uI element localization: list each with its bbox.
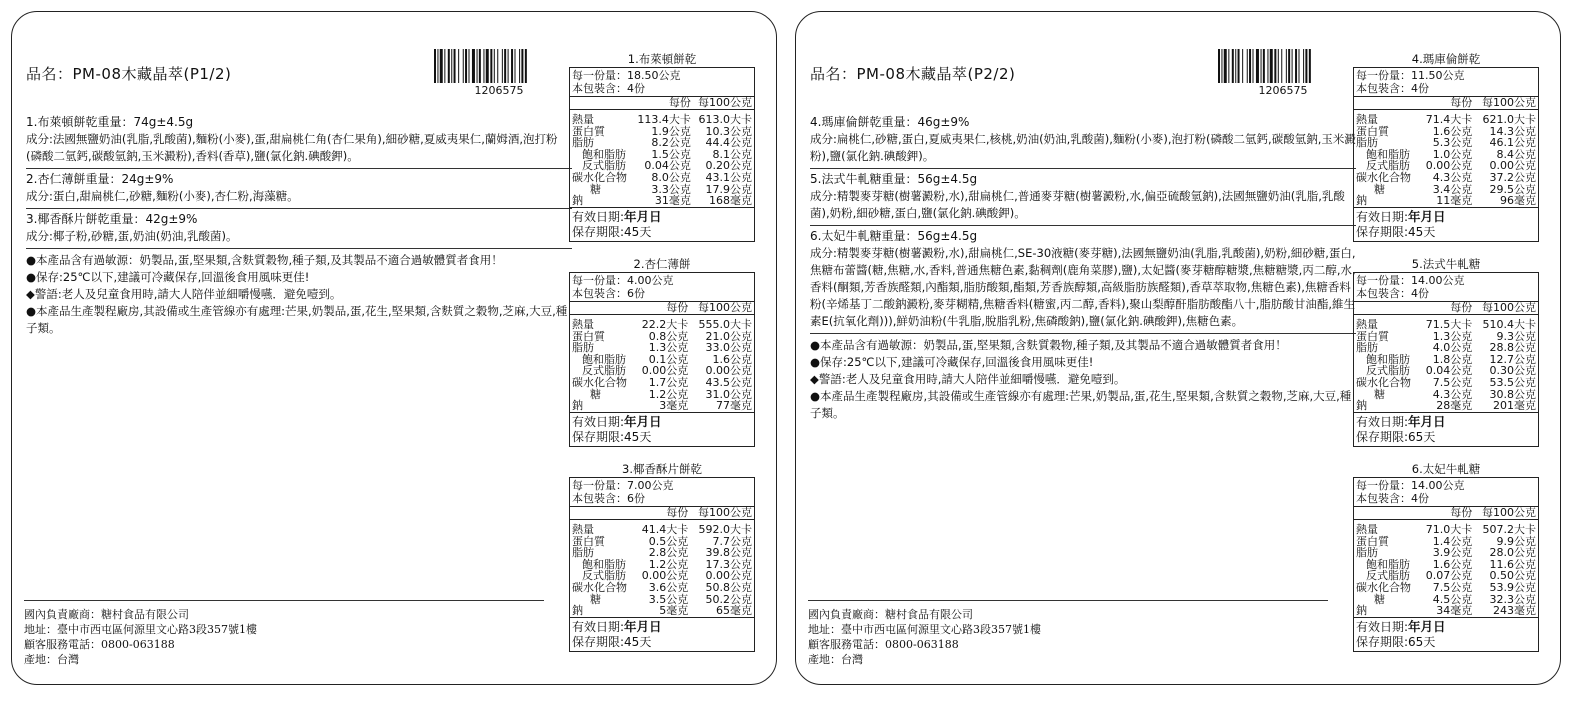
nutrition-panel-4: [1353, 52, 1539, 242]
product-section-1: [26, 112, 572, 169]
per-serving-value: 0.04公克: [644, 159, 691, 173]
sodium-row: [1354, 195, 1538, 207]
per-serving-value: 11毫克: [1436, 194, 1473, 208]
nutrient-name: 碳水化合物: [572, 376, 627, 390]
nutrition-table: [1354, 507, 1538, 617]
sodium-row: [570, 400, 754, 412]
serving-size: 每一份量：4.00公克: [572, 274, 674, 287]
per-100g-value: 0.50公克: [1489, 569, 1536, 583]
per-serving-value: 71.4大卡: [1425, 113, 1473, 127]
carbohydrate-row: [1354, 172, 1538, 184]
expiry-date: 年月日: [624, 618, 662, 634]
nutrient-name: 脂肪: [572, 136, 594, 150]
serving-info: [1354, 478, 1538, 507]
per-100g-value: 43.1公克: [705, 171, 752, 185]
carbohydrate-row: [570, 377, 754, 389]
nutrient-name: 碳水化合物: [1356, 376, 1411, 390]
nutrient-name: 蛋白質: [1356, 124, 1389, 138]
nutrient-name: 脂肪: [572, 341, 594, 355]
per-serving-value: 41.4大卡: [641, 523, 689, 537]
customer-service-phone: 顧客服務電話：0800-063188: [24, 638, 175, 651]
per-100g-value: 0.20公克: [705, 159, 752, 173]
serving-size: 每一份量：14.00公克: [1356, 479, 1465, 492]
nutrient-name: 飽和脂肪: [1366, 557, 1410, 571]
allergen-note: ●本產品含有過敏源：奶製品,蛋,堅果類,含麩質穀物,種子類,及其製品不適合過敏體質者食用！: [26, 253, 503, 267]
customer-service-phone: 顧客服務電話：0800-063188: [808, 638, 959, 651]
origin: 產地：台灣: [808, 653, 863, 666]
sodium-row: [1354, 400, 1538, 412]
nutrient-name: 蛋白質: [1356, 329, 1389, 343]
product-section-4: [810, 112, 1356, 169]
sodium-row: [570, 605, 754, 617]
barcode-bars: [1218, 49, 1348, 83]
per-serving-value: 22.2大卡: [641, 318, 689, 332]
energy-row: [1354, 524, 1538, 536]
barcode-bars: [434, 49, 564, 83]
nutrition-facts-box: [569, 477, 755, 652]
manufacturer-address: 地址：臺中市西屯區何源里文心路3段357號1樓: [24, 623, 257, 636]
section-ingredients: 成分:椰子粉,砂糖,蛋,奶油(奶油,乳酸菌)。: [26, 229, 238, 243]
per-100g-value: 507.2大卡: [1482, 523, 1536, 537]
per-100g-value: 0.00公克: [1489, 159, 1536, 173]
per-serving-value: 3.4公克: [1432, 182, 1473, 196]
expiry-date: 年月日: [624, 413, 662, 429]
per-100g-value: 10.3公克: [705, 124, 752, 138]
barcode-number: 1206575: [1258, 84, 1308, 97]
product-name: 品名：PM-08木藏晶萃(P2/2): [810, 65, 1016, 83]
section-title: 2.杏仁薄餅重量：24g±9%: [26, 172, 174, 186]
serving-size: 每一份量：18.50公克: [572, 69, 681, 82]
table-header: [1354, 507, 1538, 519]
nutrition-table: [570, 507, 754, 617]
col-per-100g: 每100公克: [693, 97, 754, 109]
nutrient-name: 碳水化合物: [1356, 171, 1411, 185]
nutrient-name: 脂肪: [1356, 546, 1378, 560]
per-100g-value: 21.0公克: [705, 329, 752, 343]
nutrient-name: 脂肪: [1356, 341, 1378, 355]
expiry-label: 有效日期:: [572, 209, 625, 224]
energy-row: [1354, 114, 1538, 126]
section-title: 5.法式牛軋糖重量：56g±4.5g: [810, 172, 978, 186]
facility-note: ●本產品生產製程廠房,其設備或生產管線亦有處理:芒果,奶製品,蛋,花生,堅果類,含麩質之穀物,芝麻,大豆,種子類。: [26, 304, 568, 335]
nutrient-name: 鈉: [572, 399, 583, 413]
per-serving-value: 5.3公克: [1432, 136, 1473, 150]
energy-row: [570, 114, 754, 126]
per-serving-value: 3.6公克: [648, 581, 689, 595]
per-serving-value: 1.9公克: [651, 124, 691, 138]
per-serving-value: 8.2公克: [651, 136, 691, 150]
per-100g-value: 96毫克: [1500, 194, 1536, 208]
serving-info: [570, 478, 754, 507]
per-serving-value: 4.3公克: [1432, 387, 1473, 401]
warning-note: ◆警語:老人及兒童食用時,請大人陪伴並細嚼慢嚥．避免噎到。: [810, 372, 1126, 386]
expiry-date: 年月日: [1408, 208, 1446, 224]
shelf-life: 保存期限:45天: [1356, 224, 1436, 239]
barcode: [434, 49, 564, 97]
nutrition-table: [1354, 302, 1538, 412]
nutrition-panel-3: [569, 462, 755, 652]
servings-per-pack: 本包裝含：6份: [572, 287, 645, 300]
barcode-number: 1206575: [474, 84, 524, 97]
section-title: 3.椰香酥片餅乾重量：42g±9%: [26, 212, 198, 226]
per-serving-value: 71.5大卡: [1425, 318, 1473, 332]
nutrition-facts-box: [1353, 477, 1539, 652]
manufacturer-name: 國內負責廠商：糖村食品有限公司: [24, 608, 189, 621]
col-per-100g: 每100公克: [1474, 302, 1538, 314]
nutrient-name: 糖: [1374, 592, 1385, 606]
col-per-serving: 每份: [632, 97, 693, 109]
nutrient-name: 熱量: [572, 318, 594, 332]
serving-info: [570, 68, 754, 97]
servings-per-pack: 本包裝含：4份: [1356, 82, 1429, 95]
per-serving-value: 1.7公克: [648, 376, 689, 390]
nutrition-panel-6: [1353, 462, 1539, 652]
servings-per-pack: 本包裝含：4份: [572, 82, 645, 95]
serving-size: 每一份量：14.00公克: [1356, 274, 1465, 287]
per-100g-value: 0.30公克: [1489, 364, 1536, 378]
section-ingredients: 成分:蛋白,甜扁桃仁,砂糖,麵粉(小麥),杏仁粉,海藻糖。: [26, 189, 299, 203]
per-100g-value: 17.3公克: [705, 557, 752, 571]
per-100g-value: 510.4大卡: [1482, 318, 1536, 332]
per-100g-value: 29.5公克: [1489, 182, 1536, 196]
serving-size: 每一份量：7.00公克: [572, 479, 674, 492]
per-serving-value: 0.00公克: [641, 569, 689, 583]
expiry-label: 有效日期:: [1356, 414, 1409, 429]
servings-per-pack: 本包裝含：4份: [1356, 287, 1429, 300]
per-100g-value: 65毫克: [716, 604, 752, 618]
per-serving-value: 3.9公克: [1432, 546, 1473, 560]
col-per-serving: 每份: [635, 302, 690, 314]
per-100g-value: 31.0公克: [705, 387, 752, 401]
energy-row: [570, 319, 754, 331]
per-100g-value: 12.7公克: [1489, 352, 1536, 366]
per-serving-value: 34毫克: [1436, 604, 1473, 618]
per-serving-value: 71.0大卡: [1425, 523, 1473, 537]
nutrition-panel-5: [1353, 257, 1539, 447]
food-label-p2: [795, 11, 1561, 685]
expiry-info: [570, 617, 754, 651]
nutrient-name: 糖: [590, 592, 601, 606]
expiry-date: 年月日: [1408, 413, 1446, 429]
nutrient-name: 鈉: [572, 604, 583, 618]
expiry-label: 有效日期:: [1356, 619, 1409, 634]
expiry-date: 年月日: [624, 208, 662, 224]
col-per-serving: 每份: [1419, 507, 1474, 519]
serving-size: 每一份量：11.50公克: [1356, 69, 1465, 82]
nutrient-name: 飽和脂肪: [1366, 147, 1410, 161]
carbohydrate-row: [1354, 582, 1538, 594]
per-100g-value: 201毫克: [1493, 399, 1536, 413]
per-serving-value: 1.6公克: [1432, 557, 1473, 571]
per-serving-value: 5毫克: [659, 604, 689, 618]
nutrient-name: 鈉: [1356, 604, 1367, 618]
nutrient-name: 反式脂肪: [582, 364, 626, 378]
panel-title: 4.瑪庫倫餅乾: [1411, 52, 1481, 66]
product-section-6: [810, 226, 1356, 334]
per-100g-value: 7.7公克: [712, 534, 752, 548]
per-serving-value: 31毫克: [654, 194, 691, 208]
section-ingredients: 成分:扁桃仁,砂糖,蛋白,夏威夷果仁,核桃,奶油(奶油,乳酸菌),麵粉(小麥),泡打粉(磷酸二氫鈣,碳酸氫鈉,玉米澱粉),鹽(氯化鈉.碘酸鉀)。: [810, 132, 1356, 163]
nutrient-name: 熱量: [572, 113, 594, 127]
per-serving-value: 4.0公克: [1432, 341, 1473, 355]
nutrient-name: 熱量: [1356, 523, 1378, 537]
nutrient-name: 糖: [1374, 387, 1385, 401]
nutrient-name: 蛋白質: [572, 329, 605, 343]
per-100g-value: 9.9公克: [1496, 534, 1536, 548]
expiry-label: 有效日期:: [572, 414, 625, 429]
nutrition-panel-2: [569, 257, 755, 447]
col-per-100g: 每100公克: [690, 302, 754, 314]
col-per-100g: 每100公克: [1474, 507, 1538, 519]
serving-info: [570, 273, 754, 302]
nutrient-name: 飽和脂肪: [582, 352, 626, 366]
servings-per-pack: 本包裝含：6份: [572, 492, 645, 505]
manufacturer-address: 地址：臺中市西屯區何源里文心路3段357號1樓: [808, 623, 1041, 636]
per-serving-value: 1.3公克: [1432, 329, 1473, 343]
per-serving-value: 1.2公克: [648, 387, 689, 401]
food-label-p1: [11, 11, 777, 685]
per-serving-value: 7.5公克: [1432, 581, 1473, 595]
expiry-info: [1354, 207, 1538, 241]
nutrient-name: 脂肪: [572, 546, 594, 560]
per-100g-value: 0.00公克: [705, 569, 752, 583]
storage-note: ●保存:25℃以下,建議可冷藏保存,回溫後食用風味更佳!: [26, 270, 310, 284]
product-section-3: [26, 209, 572, 249]
table-header: [1354, 97, 1538, 109]
nutrient-name: 飽和脂肪: [582, 147, 626, 161]
section-ingredients: 成分:精製麥芽糖(樹薯澱粉,水),甜扁桃仁,普通麥芽糖(樹薯澱粉,水,偏亞硫酸氫鈉),法國無鹽奶油(乳脂,乳酸菌),奶粉,細砂糖,蛋白,鹽(氯化鈉.碘酸鉀)。: [810, 189, 1345, 220]
label-info-column: [26, 12, 572, 337]
manufacturer-footer: [808, 600, 1328, 667]
per-serving-value: 1.6公克: [1432, 124, 1473, 138]
per-serving-value: 0.00公克: [641, 364, 689, 378]
section-title: 1.布萊頓餅乾重量：74g±4.5g: [26, 115, 194, 129]
per-100g-value: 50.8公克: [705, 581, 752, 595]
per-100g-value: 53.5公克: [1489, 376, 1536, 390]
panel-title: 3.椰香酥片餅乾: [622, 462, 702, 476]
per-serving-value: 113.4大卡: [637, 113, 691, 127]
nutrient-name: 糖: [590, 182, 601, 196]
per-100g-value: 77毫克: [716, 399, 752, 413]
per-serving-value: 0.5公克: [648, 534, 689, 548]
per-serving-value: 1.8公克: [1432, 352, 1473, 366]
per-serving-value: 4.3公克: [1432, 171, 1473, 185]
per-serving-value: 1.4公克: [1432, 534, 1473, 548]
label-info-column: [810, 12, 1356, 422]
servings-per-pack: 本包裝含：4份: [1356, 492, 1429, 505]
per-serving-value: 4.5公克: [1432, 592, 1473, 606]
per-100g-value: 168毫克: [709, 194, 752, 208]
expiry-info: [1354, 617, 1538, 651]
allergen-note: ●本產品含有過敏源：奶製品,蛋,堅果類,含麩質穀物,種子類,及其製品不適合過敏體質者食用！: [810, 338, 1287, 352]
carbohydrate-row: [1354, 377, 1538, 389]
per-100g-value: 28.8公克: [1489, 341, 1536, 355]
nutrition-table: [570, 97, 754, 207]
product-name: 品名：PM-08木藏晶萃(P1/2): [26, 65, 232, 83]
sodium-row: [570, 195, 754, 207]
nutrient-name: 蛋白質: [1356, 534, 1389, 548]
per-serving-value: 2.8公克: [648, 546, 689, 560]
per-serving-value: 0.07公克: [1425, 569, 1473, 583]
per-100g-value: 8.4公克: [1496, 147, 1536, 161]
nutrition-facts-box: [1353, 67, 1539, 242]
table-header: [570, 507, 754, 519]
nutrition-facts-box: [569, 67, 755, 242]
per-100g-value: 37.2公克: [1489, 171, 1536, 185]
per-serving-value: 1.2公克: [648, 557, 689, 571]
notes: [26, 252, 572, 337]
nutrient-name: 反式脂肪: [1366, 159, 1410, 173]
per-100g-value: 11.6公克: [1489, 557, 1536, 571]
carbohydrate-row: [570, 582, 754, 594]
shelf-life: 保存期限:65天: [1356, 429, 1436, 444]
per-serving-value: 1.0公克: [1432, 147, 1473, 161]
col-per-100g: 每100公克: [1474, 97, 1538, 109]
energy-row: [570, 524, 754, 536]
per-100g-value: 43.5公克: [705, 376, 752, 390]
nutrient-name: 反式脂肪: [1366, 364, 1410, 378]
nutrient-name: 糖: [1374, 182, 1385, 196]
product-section-5: [810, 169, 1356, 226]
per-serving-value: 1.5公克: [651, 147, 691, 161]
per-serving-value: 0.04公克: [1425, 364, 1473, 378]
section-ingredients: 成分:精製麥芽糖(樹薯澱粉,水),甜扁桃仁,SE-30液糖(麥芽糖),法國無鹽奶油(乳脂,乳酸菌),奶粉,細砂糖,蛋白,焦糖布蕾醬(糖,焦糖,水,香料,普通焦糖色素,黏稠劑(鹿角菜膠),鹽),太妃醬(麥芽糖醇糖漿,焦糖糖漿,丙二醇,水,香料(酮類,芳香族醛類,內酯類,脂肪酸類,酯類,芳香族醇類,高級脂肪族醛類),香草萃取物,焦糖色素),焦糖香料粉(辛烯基丁二酸鈉澱粉,麥芽糊精,焦糖香料(糖蜜,丙二醇,香料),聚山梨醇酐脂肪酸酯八十,脂肪酸甘油酯,維生素E(抗氧化劑))),鮮奶油粉(牛乳脂,脫脂乳粉,焦磷酸鈉),鹽(氯化鈉.碘酸鉀),焦糖色素。: [810, 246, 1356, 328]
per-serving-value: 3.5公克: [648, 592, 689, 606]
notes: [810, 337, 1356, 422]
nutrient-name: 鈉: [572, 194, 583, 208]
section-title: 4.瑪庫倫餅乾重量：46g±9%: [810, 115, 970, 129]
carbohydrate-row: [570, 172, 754, 184]
nutrient-name: 糖: [590, 387, 601, 401]
origin: 產地：台灣: [24, 653, 79, 666]
nutrition-facts-box: [1353, 272, 1539, 447]
per-100g-value: 1.6公克: [712, 352, 752, 366]
nutrient-name: 反式脂肪: [1366, 569, 1410, 583]
nutrient-name: 鈉: [1356, 194, 1367, 208]
panel-title: 5.法式牛軋糖: [1411, 257, 1481, 271]
nutrient-name: 蛋白質: [572, 534, 605, 548]
per-100g-value: 44.4公克: [705, 136, 752, 150]
nutrient-name: 碳水化合物: [1356, 581, 1411, 595]
manufacturer-footer: [24, 600, 544, 667]
per-100g-value: 53.9公克: [1489, 581, 1536, 595]
col-per-serving: 每份: [1419, 302, 1474, 314]
shelf-life: 保存期限:65天: [1356, 634, 1436, 649]
section-ingredients: 成分:法國無鹽奶油(乳脂,乳酸菌),麵粉(小麥),蛋,甜扁桃仁角(杏仁果角),細砂糖,夏威夷果仁,蘭姆酒,泡打粉(磷酸二氫鈣,碳酸氫鈉,玉米澱粉),香料(香草),鹽(氯化鈉.碘酸鉀)。: [26, 132, 558, 163]
expiry-label: 有效日期:: [572, 619, 625, 634]
serving-info: [1354, 273, 1538, 302]
serving-info: [1354, 68, 1538, 97]
col-per-serving: 每份: [1419, 97, 1474, 109]
per-100g-value: 39.8公克: [705, 546, 752, 560]
nutrient-name: 飽和脂肪: [1366, 352, 1410, 366]
sodium-row: [1354, 605, 1538, 617]
storage-note: ●保存:25℃以下,建議可冷藏保存,回溫後食用風味更佳!: [810, 355, 1094, 369]
product-section-2: [26, 169, 572, 209]
warning-note: ◆警語:老人及兒童食用時,請大人陪伴並細嚼慢嚥．避免噎到。: [26, 287, 342, 301]
per-serving-value: 7.5公克: [1432, 376, 1473, 390]
per-serving-value: 8.0公克: [651, 171, 691, 185]
per-100g-value: 33.0公克: [705, 341, 752, 355]
nutrient-name: 碳水化合物: [572, 581, 627, 595]
nutrient-name: 鈉: [1356, 399, 1367, 413]
table-header: [1354, 302, 1538, 314]
per-100g-value: 17.9公克: [705, 182, 752, 196]
nutrient-name: 熱量: [572, 523, 594, 537]
per-100g-value: 613.0大卡: [698, 113, 752, 127]
per-serving-value: 0.1公克: [648, 352, 689, 366]
per-serving-value: 0.00公克: [1425, 159, 1473, 173]
col-per-100g: 每100公克: [690, 507, 754, 519]
shelf-life: 保存期限:45天: [572, 224, 652, 239]
per-100g-value: 621.0大卡: [1482, 113, 1536, 127]
per-100g-value: 243毫克: [1493, 604, 1536, 618]
nutrient-name: 脂肪: [1356, 136, 1378, 150]
table-header: [570, 302, 754, 314]
facility-note: ●本產品生產製程廠房,其設備或生產管線亦有處理:芒果,奶製品,蛋,花生,堅果類,含麩質之穀物,芝麻,大豆,種子類。: [810, 389, 1352, 420]
per-100g-value: 46.1公克: [1489, 136, 1536, 150]
nutrient-name: 反式脂肪: [582, 159, 626, 173]
nutrient-name: 熱量: [1356, 113, 1378, 127]
col-per-serving: 每份: [635, 507, 690, 519]
per-100g-value: 0.00公克: [705, 364, 752, 378]
expiry-date: 年月日: [1408, 618, 1446, 634]
barcode: [1218, 49, 1348, 97]
per-serving-value: 0.8公克: [648, 329, 689, 343]
shelf-life: 保存期限:45天: [572, 634, 652, 649]
per-100g-value: 9.3公克: [1496, 329, 1536, 343]
per-100g-value: 32.3公克: [1489, 592, 1536, 606]
per-serving-value: 3.3公克: [651, 182, 691, 196]
per-100g-value: 28.0公克: [1489, 546, 1536, 560]
section-title: 6.太妃牛軋糖重量：56g±4.5g: [810, 229, 978, 243]
per-serving-value: 1.3公克: [648, 341, 689, 355]
panel-title: 6.太妃牛軋糖: [1411, 462, 1481, 476]
per-100g-value: 8.1公克: [712, 147, 752, 161]
panel-title: 1.布萊頓餅乾: [627, 52, 697, 66]
expiry-label: 有效日期:: [1356, 209, 1409, 224]
per-serving-value: 28毫克: [1436, 399, 1473, 413]
nutrition-panel-1: [569, 52, 755, 242]
expiry-info: [570, 207, 754, 241]
nutrient-name: 碳水化合物: [572, 171, 627, 185]
per-serving-value: 3毫克: [659, 399, 689, 413]
panel-title: 2.杏仁薄餅: [633, 257, 691, 271]
nutrient-name: 熱量: [1356, 318, 1378, 332]
per-100g-value: 555.0大卡: [698, 318, 752, 332]
manufacturer-name: 國內負責廠商：糖村食品有限公司: [808, 608, 973, 621]
nutrition-table: [570, 302, 754, 412]
expiry-info: [1354, 412, 1538, 446]
nutrient-name: 飽和脂肪: [582, 557, 626, 571]
table-header: [570, 97, 754, 109]
nutrition-table: [1354, 97, 1538, 207]
shelf-life: 保存期限:45天: [572, 429, 652, 444]
per-100g-value: 50.2公克: [705, 592, 752, 606]
expiry-info: [570, 412, 754, 446]
per-100g-value: 592.0大卡: [698, 523, 752, 537]
energy-row: [1354, 319, 1538, 331]
nutrient-name: 反式脂肪: [582, 569, 626, 583]
per-100g-value: 30.8公克: [1489, 387, 1536, 401]
nutrient-name: 蛋白質: [572, 124, 605, 138]
per-100g-value: 14.3公克: [1489, 124, 1536, 138]
nutrition-facts-box: [569, 272, 755, 447]
